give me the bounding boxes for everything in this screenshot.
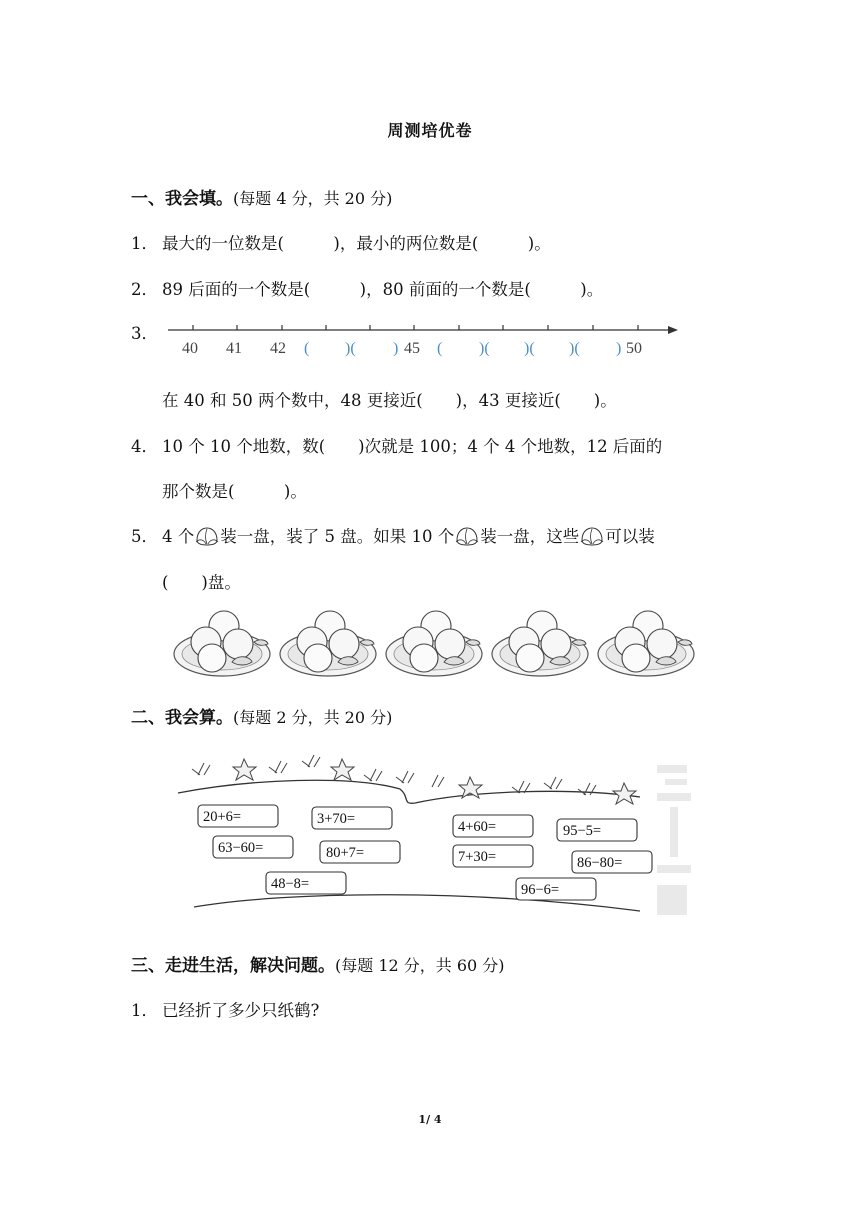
tick-label: 45 — [404, 340, 420, 357]
blank-paren: ( — [437, 340, 443, 357]
peach-icon — [454, 526, 480, 546]
tick-label: 41 — [226, 340, 242, 357]
peach-plates-illustration — [168, 600, 698, 680]
section-3-note: (每题 12 分，共 60 分) — [335, 956, 505, 975]
problem-box: 63−60= — [218, 840, 264, 856]
problem-box: 3+70= — [317, 811, 356, 827]
question-3-1 — [131, 997, 319, 1021]
problem-box: 7+30= — [458, 849, 497, 865]
section-3-heading — [131, 951, 505, 976]
question-1-3-number: 3． — [131, 324, 158, 343]
plate — [598, 611, 694, 676]
question-number: 1． — [131, 234, 158, 253]
section-1-title: 一、我会填。 — [131, 189, 233, 209]
section-3-title: 三、走进生活，解决问题。 — [131, 956, 335, 976]
problem-box: 86−80= — [577, 855, 623, 871]
section-2-note: (每题 2 分，共 20 分) — [233, 708, 393, 727]
question-number: 4． — [131, 437, 158, 456]
question-text: 最大的一位数是( )，最小的两位数是( )。 — [162, 234, 551, 253]
section-1-note: (每题 4 分，共 20 分) — [233, 189, 393, 208]
tick-label: 50 — [626, 340, 642, 357]
problem-box: 4+60= — [458, 819, 497, 835]
plate — [280, 611, 376, 676]
question-1-4 — [131, 433, 662, 457]
question-1-2 — [131, 276, 603, 300]
question-1-3-text: 在 40 和 50 两个数中，48 更接近( )，43 更接近( )。 — [162, 391, 617, 410]
problem-box: 95−5= — [563, 823, 602, 839]
flower-icon — [233, 759, 256, 780]
plate — [386, 611, 482, 676]
question-1-5-line2: ( )盘。 — [162, 573, 241, 592]
watermark — [657, 765, 691, 915]
plate — [174, 611, 270, 676]
page-title: 周测培优卷 — [387, 121, 473, 140]
section-2-title: 二、我会算。 — [131, 708, 233, 728]
blank-paren: ) — [393, 340, 399, 357]
section-1-heading — [131, 184, 392, 209]
problem-box: 20+6= — [203, 809, 242, 825]
problem-box: 80+7= — [326, 845, 365, 861]
flower-icon — [331, 759, 354, 780]
question-1-5: 5． 4 个 装一盘，装了 5 盘。如果 10 个 装一盘，这些 可以装 — [131, 523, 655, 547]
question-number: 2． — [131, 280, 158, 299]
question-number: 5． — [131, 527, 158, 546]
tick-label: 40 — [182, 340, 198, 357]
blank-paren: )( — [345, 340, 356, 357]
question-number: 1． — [131, 1001, 158, 1020]
question-text: 10 个 10 个地数，数( )次就是 100；4 个 4 个地数，12 后面的 — [162, 437, 663, 456]
problem-box: 96−6= — [521, 882, 560, 898]
peach-icon — [579, 526, 605, 546]
page-number: 1/ 4 — [418, 1113, 442, 1126]
arrow-icon — [668, 326, 678, 334]
question-text: 89 后面的一个数是( )，80 前面的一个数是( )。 — [162, 280, 604, 299]
number-line — [160, 318, 690, 362]
tick-label: 42 — [270, 340, 286, 357]
problem-box: 48−8= — [271, 876, 310, 892]
question-text: 已经折了多少只纸鹤? — [162, 1001, 320, 1020]
blank-paren: ( — [304, 340, 310, 357]
question-1-4-line2: 那个数是( )。 — [162, 482, 307, 501]
blank-paren: ) — [616, 340, 622, 357]
section-2-heading — [131, 703, 392, 728]
blank-paren: )( — [479, 340, 490, 357]
blank-paren: )( — [569, 340, 580, 357]
calculation-garden — [170, 745, 695, 925]
flower-icon — [613, 783, 636, 804]
plate — [492, 611, 588, 676]
blank-paren: )( — [524, 340, 535, 357]
question-1-1 — [131, 230, 551, 254]
peach-icon — [194, 526, 220, 546]
